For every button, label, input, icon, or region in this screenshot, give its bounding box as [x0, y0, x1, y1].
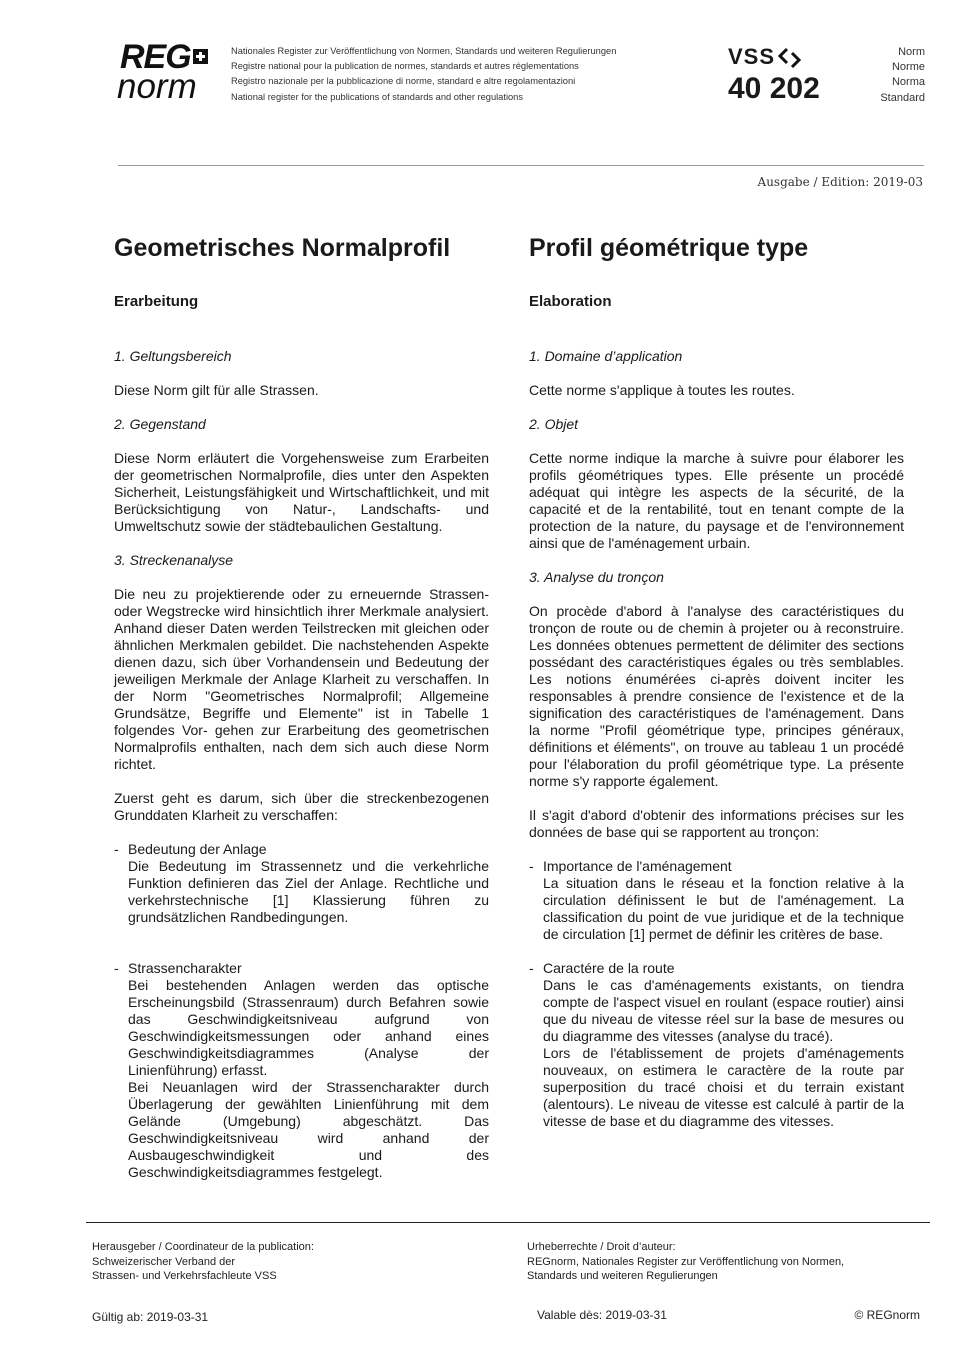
list-item [529, 858, 904, 943]
publisher-line: Herausgeber / Coordinateur de la publication: [92, 1241, 314, 1253]
valid-from-fr: Valable dès: 2019-03-31 [537, 1308, 667, 1322]
list-dash: - [529, 858, 534, 874]
list-dash: - [114, 960, 119, 976]
register-line: Registro nazionale per la pubblicazione di norme, standard e altre regolamentazioni [231, 76, 576, 87]
paragraph: Zuerst geht es darum, sich über die streckenbezogenen Grunddaten Klarheit zu verschaffen: [114, 790, 489, 823]
list-item-text: Dans le cas d'aménagements existants, on tiendra compte de l'aspect visuel en roulant (espace routier) ainsi que du niveau de vitesse réel sur la base de mesures ou du diagramme des vitesses (analyse du tracé). [543, 977, 904, 1044]
copyright-line: Urheberrechte / Droit d’auteur: [527, 1241, 676, 1253]
list-item-text: Bei bestehenden Anlagen werden das optische Erscheinungsbild (Strassenraum) durch Befahren sowie das Geschwindigkeitsniveau aufgrund von Geschwindigkeitsmessungen oder anhand eines Geschwindigkeitsdiagrammes (Analyse der Linienführung) erfasst. [128, 977, 489, 1078]
list-item-title: Bedeutung der Anlage [128, 841, 267, 857]
list-item-title: Caractére de la route [543, 960, 675, 976]
section-heading: 1. Domaine d’application [529, 348, 683, 364]
publisher-line: Strassen- und Verkehrsfachleute VSS [92, 1270, 277, 1282]
regnorm-logo-reg: REG [120, 40, 208, 74]
section-heading: 1. Geltungsbereich [114, 348, 232, 364]
copyright-notice: © REGnorm [854, 1308, 920, 1322]
vss-arrows-icon [777, 47, 803, 69]
list-item-title: Importance de l'aménagement [543, 858, 732, 874]
list-dash: - [114, 841, 119, 857]
list-item [114, 960, 489, 1181]
copyright-line: Standards und weiteren Regulierungen [527, 1270, 718, 1282]
norm-label: Norme [891, 61, 925, 74]
register-line: Nationales Register zur Veröffentlichung von Normen, Standards und weiteren Regulierungen [231, 46, 617, 56]
german-column [114, 233, 489, 1181]
list-item-title: Strassencharakter [128, 960, 242, 976]
register-description [231, 44, 616, 105]
copyright-info [527, 1240, 844, 1284]
paragraph: Il s'agit d'abord d'obtenir des informations précises sur les données de base qui se rapportent au tronçon: [529, 807, 904, 840]
paragraph: Die neu zu projektierende oder zu erneuernde Strassen- oder Wegstrecke wird hinsichtlich ihrer Merkmale analysiert. Anhand dieser Daten werden Teilstrecken mit gleichen oder ähnlichen Merkmalen gebildet. Die nachstehenden Aspekte dienen dazu, sich über Vorhandensein und Bedeutung der jeweiligen Merkmale der Anlage Klarheit zu verschaffen. In der Norm "Geometrisches Normalprofil; Allgemeine Grundsätze, Begriffe und Elemente" ist in Tabelle 1 folgendes Vor- gehen zur Erarbeitung des geometrischen Normalprofils enthalten, nach dem sich auch diese Norm richtet. [114, 586, 489, 772]
footer-divider [86, 1222, 930, 1223]
list-item-text: La situation dans le réseau et la fonction relative à la circulation définissent le but de l'aménagement. La classification du point de vue juridique et de la technique de circulation [1] permet de définir les critères de base. [543, 875, 904, 942]
list-dash: - [529, 960, 534, 976]
regnorm-logo-norm: norm [117, 67, 197, 106]
paragraph: Diese Norm gilt für alle Strassen. [114, 382, 319, 398]
norm-type-labels [880, 45, 925, 106]
publisher-info [92, 1240, 314, 1284]
valid-from-de: Gültig ab: 2019-03-31 [92, 1310, 209, 1324]
norm-label: Norma [891, 76, 925, 89]
swiss-cross-icon [193, 49, 208, 64]
copyright-line: REGnorm, Nationales Register zur Veröffentlichung von Normen, [527, 1255, 845, 1268]
list-item [114, 841, 489, 926]
edition-label: Ausgabe / Edition: 2019-03 [757, 175, 923, 189]
section-subtitle: Elaboration [529, 293, 612, 310]
list-item-text: Die Bedeutung im Strassennetz und die verkehrliche Funktion definieren das Ziel der Anlage. Rechtliche und verkehrstechnische [1] Klassierung führen zu grundsätzlichen Randbedingungen. [128, 858, 489, 925]
header-divider [118, 165, 924, 166]
paragraph: Diese Norm erläutert die Vorgehensweise zum Erarbeiten der geometrischen Normalprofile, dies unter den Aspekten Sicherheit, Leistungsfähigkeit und Wirtschaftlichkeit, und mit Berücksichtigung von Natur-, Landschafts- und Umweltschutz sowie der städtebaulichen Gestaltung. [114, 450, 489, 534]
norm-number: 40 202 [728, 72, 820, 105]
section-subtitle: Erarbeitung [114, 293, 199, 310]
page-title: Profil géométrique type [529, 234, 809, 262]
french-column [529, 233, 904, 1130]
section-heading: 2. Gegenstand [114, 416, 206, 432]
section-heading: 2. Objet [529, 416, 579, 432]
list-item-text: Lors de l'établissement de projets d'aménagements nouveaux, on estimera le caractère de la route par superposition du tracé choisi et du terrain existant (alentours). Le niveau de vitesse est calculé à partir de la vitesse de base et du diagramme des vitesses. [543, 1045, 904, 1129]
paragraph: Cette norme indique la marche à suivre pour élaborer les profils géométriques types. Elle présente un procédé adéquat qui intègre les aspects de la sécurité, de la capacité et de la rentabilité, tout en tenant compte de la protection de la nature, du paysage et de l'environnement ainsi que de l'aménagement urbain. [529, 450, 904, 551]
vss-logo: VSS [728, 45, 803, 69]
register-line: National register for the publications of standards and other regulations [231, 91, 523, 102]
register-line: Registre national pour la publication de normes, standards et autres réglementations [231, 61, 579, 72]
section-heading: 3. Analyse du tronçon [529, 569, 664, 585]
publisher-line: Schweizerischer Verband der [92, 1255, 236, 1268]
paragraph: On procède d'abord à l'analyse des caractéristiques du tronçon de route ou de chemin à projeter ou à reconstruire. Les données obtenues permettent de délimiter des sections possédant des caractéristiques égales ou très semblables. Les notions énumérées ci-après doivent inciter les responsables à prendre consience de l'existence et de la signification des caractéristiques de l'aménagement. Dans la norme "Profil géométrique type, principes généraux, définitions et éléments", on trouve au tableau 1 un procédé pour l'élaboration du profil géométrique type. La présente norme s'y rapporte également. [529, 603, 904, 789]
list-item-text: Bei Neuanlagen wird der Strassencharakter durch Überlagerung der gewählten Linienführung mit dem Gelände (Umgebung) abgeschätzt. Das Geschwindigkeitsniveau wird anhand der Ausbaugeschwindigkeit und des Geschwindigkeitsdiagrammes festgelegt. [128, 1079, 489, 1180]
paragraph: Cette norme s'applique à toutes les routes. [529, 382, 795, 398]
page-title: Geometrisches Normalprofil [114, 234, 451, 262]
list-item [529, 960, 904, 1130]
norm-label: Standard [880, 91, 925, 104]
norm-label: Norm [898, 46, 925, 58]
section-heading: 3. Streckenanalyse [114, 552, 234, 568]
